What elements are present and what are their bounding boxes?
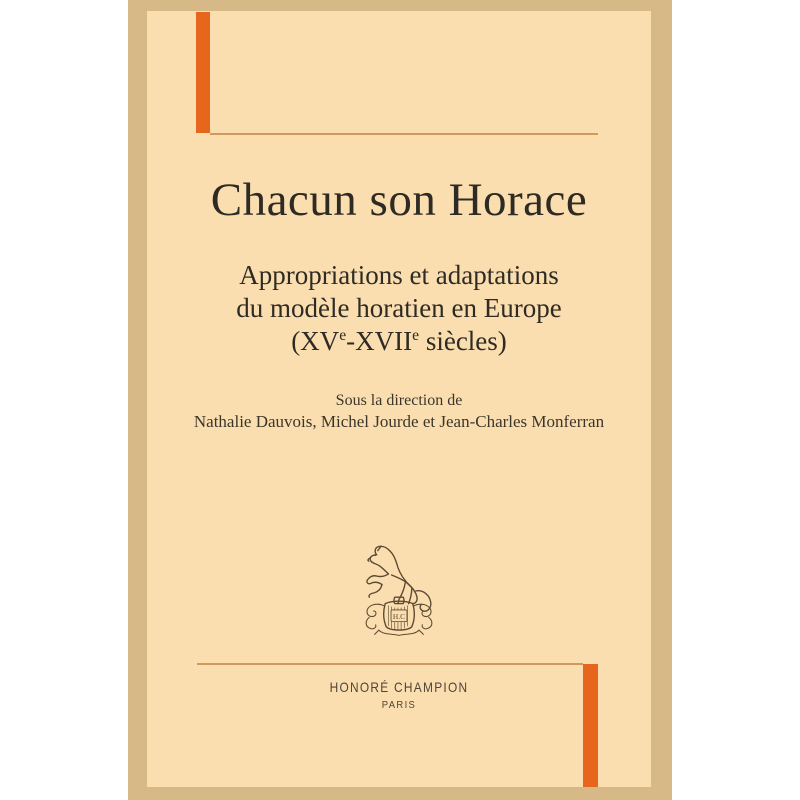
editors-block bbox=[147, 390, 651, 432]
subtitle-line-3-mid: -XVII bbox=[346, 326, 413, 356]
direction-names: Nathalie Dauvois, Michel Jourde et Jean-Charles Monferran bbox=[193, 412, 605, 431]
century-superscript: e bbox=[339, 327, 347, 344]
subtitle-line-3 bbox=[147, 325, 651, 358]
monogram-text: H.C bbox=[392, 611, 406, 621]
book-title: Chacun son Horace bbox=[210, 174, 588, 226]
champion-horse-emblem bbox=[346, 544, 452, 642]
monogram-cartouche bbox=[366, 597, 432, 635]
cover-front bbox=[147, 11, 651, 787]
book-cover bbox=[128, 0, 672, 800]
direction-intro: Sous la direction de bbox=[335, 392, 463, 409]
book-subtitle bbox=[147, 259, 651, 358]
rule-line-bottom bbox=[197, 663, 583, 665]
publisher-name: HONORÉ CHAMPION bbox=[329, 679, 469, 695]
century-superscript: e bbox=[412, 327, 420, 344]
publisher-block bbox=[147, 677, 651, 712]
subtitle-line-3-close: siècles) bbox=[419, 326, 507, 356]
rule-line-top bbox=[210, 133, 598, 135]
publisher-city: PARIS bbox=[381, 699, 417, 711]
accent-bar-top-left bbox=[196, 12, 210, 133]
subtitle-line-1: Appropriations et adaptations bbox=[239, 260, 559, 290]
subtitle-line-3-open: (XV bbox=[291, 326, 340, 356]
subtitle-line-2: du modèle horatien en Europe bbox=[236, 293, 562, 323]
